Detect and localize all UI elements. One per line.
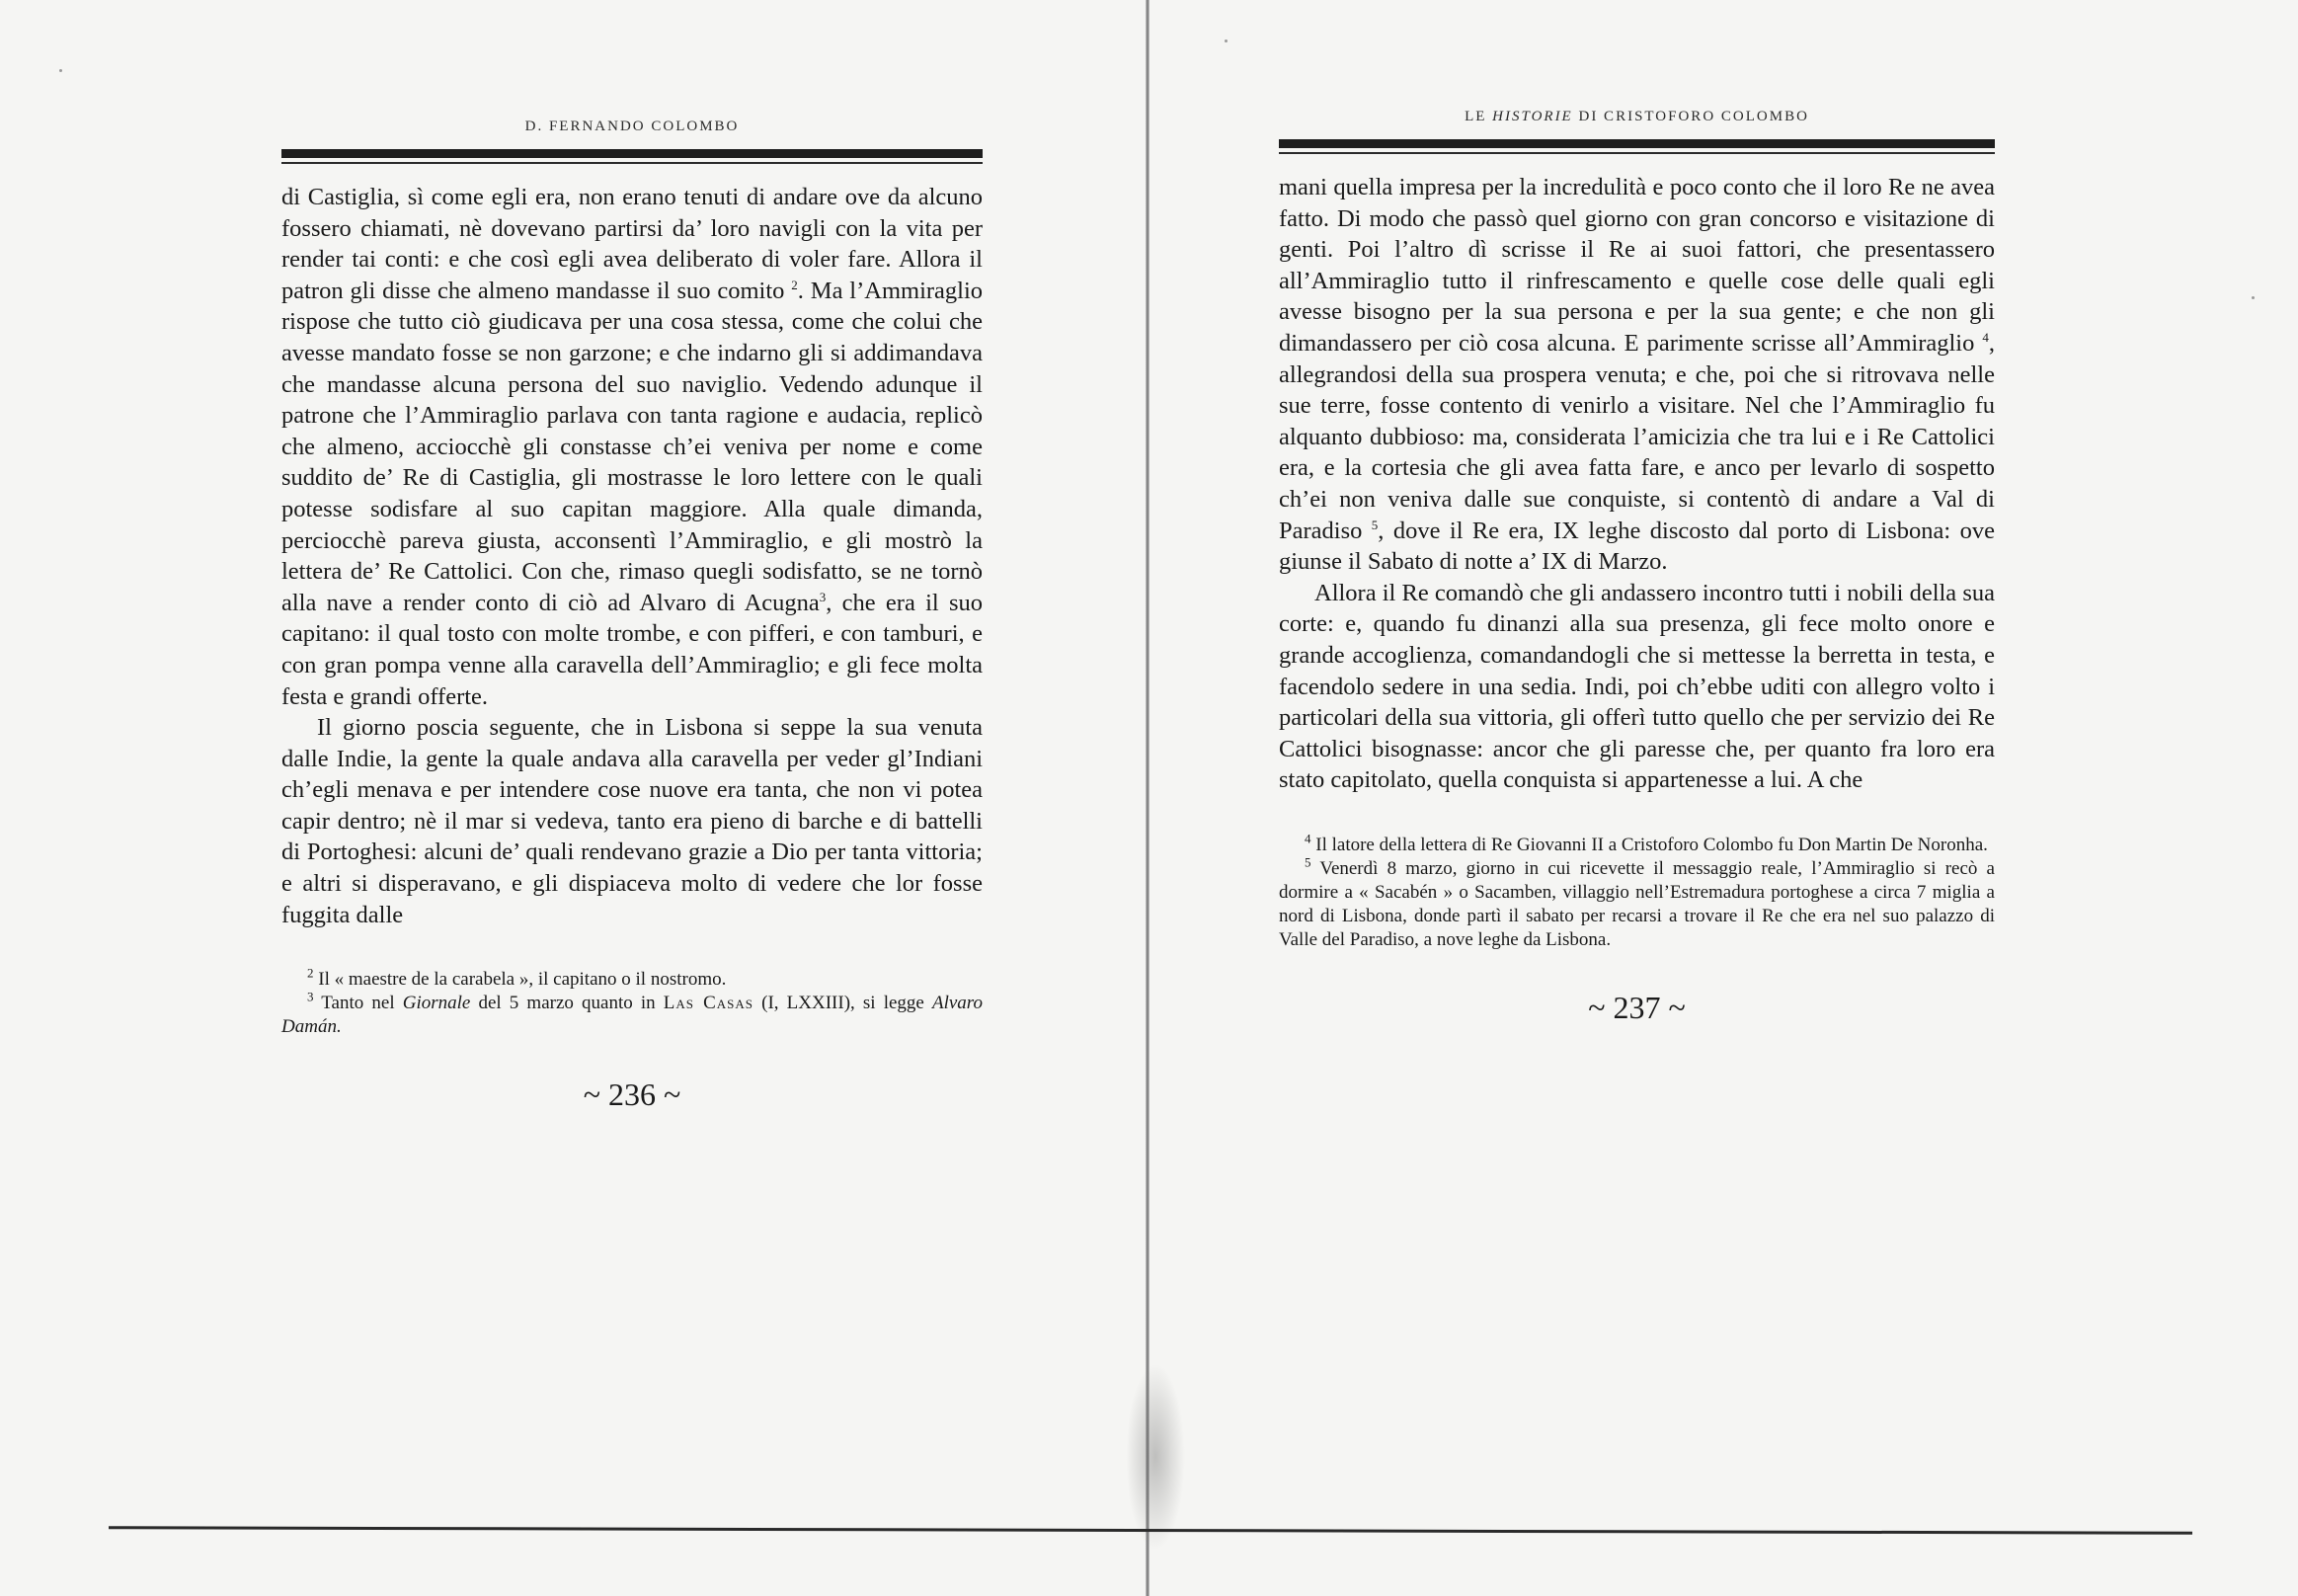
footnote-mark: 5 — [1305, 854, 1311, 870]
left-body-text — [281, 182, 983, 930]
left-page — [281, 119, 983, 1113]
footnote-italic: Giornale — [402, 993, 471, 1014]
footnote-smallcaps: Las Casas — [663, 993, 754, 1014]
gutter-shadow — [1126, 1363, 1185, 1551]
footnote-mark: 3 — [307, 989, 314, 1004]
footnote-ref: 3 — [819, 589, 827, 604]
left-page-number: ~ 236 ~ — [583, 1077, 681, 1113]
running-head-text: DI CRISTOFORO COLOMBO — [1578, 109, 1809, 124]
left-footnotes — [281, 965, 983, 1039]
footnote-ref: 2 — [791, 277, 798, 292]
text-run: Ma l’Ammiraglio rispose che tutto ciò giudicava per una cosa stessa, come che colui che avesse mandato fosse se non garzone; e che indarno gli si addimandava che mandasse alcuna persona del suo naviglio. Vedendo adunque il patrone che l’Ammiraglio parlava con tanta ragione e audacia, replicò che almeno, acciocchè gli constasse ch’ei veniva per nome e come suddito de’ Re di Castiglia, gli mostrasse le loro lettere con le quali potesse sodisfare al suo capitan maggiore. Alla quale dimanda, perciocchè pareva giusta, acconsentì l’Ammiraglio, e gli mostrò la lettera de’ Re Cattolici. Con che, rimaso quegli sodisfatto, se ne tornò alla nave a render conto di ciò ad Alvaro di Acugna — [281, 277, 984, 616]
footnote-mark: 2 — [307, 965, 314, 981]
scan-speck — [59, 69, 62, 72]
footnote-5 — [1279, 854, 1995, 952]
text-run: , che era il suo capitano: il qual tosto con molte trombe, e con pifferi, e con tamburi, e con gran pompa venne alla caravella dell’Ammiraglio; e gli fece molta festa e grandi offerte. — [281, 589, 983, 710]
book-gutter — [1146, 0, 1149, 1596]
footnote-text: Venerdì 8 marzo, giorno in cui ricevette il messaggio reale, l’Ammiraglio si recò a dormire a « Sacabén » o Sacamben, villaggio nell’Estremadura portoghese a circa 7 miglia a nord di Lisbona, donde partì il sabato per recarsi a trovare il Re che era nel suo palazzo di Valle del Paradiso, a nove leghe da Lisbona. — [1279, 857, 1995, 950]
footnote-text: Il latore della lettera di Re Giovanni II a Cristoforo Colombo fu Don Martin De Noronha. — [1315, 834, 1988, 855]
right-page-number: ~ 237 ~ — [1588, 989, 1686, 1025]
text-run: , dove il Re era, IX leghe discosto dal porto di Lisbona: ove giunse il Sabato di notte a’ IX di Marzo. — [1279, 517, 1995, 576]
footnote-4 — [1279, 831, 1995, 857]
footnote-ref: 5 — [1371, 517, 1379, 532]
right-footnotes — [1279, 831, 1995, 952]
text-run: di Castiglia, sì come egli era, non erano tenuti di andare ove da alcuno fossero chiamati, nè dovevano partirsi da’ loro navigli con la vita per render tai conti: e che così egli avea deliberato di voler fare. Allora il patron gli disse che almeno mandasse il suo comito — [281, 184, 983, 304]
footnote-mark: 4 — [1305, 831, 1311, 846]
footnote-ref: 4 — [1982, 329, 1989, 345]
footnote-text: (I, LXXIII), si legge — [761, 993, 924, 1014]
head-rule-thick — [281, 149, 983, 158]
scan-speck — [1225, 40, 1228, 42]
paragraph: Allora il Re comandò che gli andassero incontro tutti i nobili della sua corte: e, quando fu dinanzi alla sua presenza, gli fece molto onore e grande accoglienza, comandandogli che si mettesse la berretta in testa, e facendolo sedere in una sedia. Indi, poi ch’ebbe uditi con allegro volto i particolari della sua vittoria, gli offerì tutto quello che per servizio dei Re Cattolici bisognasse: ancor che gli paresse che, per quanto fra loro era stato capitolato, quella conquista si appartenesse a lui. A che — [1279, 579, 1995, 794]
right-running-head — [1279, 109, 1995, 125]
head-rule-thick — [1279, 139, 1995, 148]
head-rule-thin — [1279, 152, 1995, 154]
left-running-head: D. FERNANDO COLOMBO — [524, 119, 740, 134]
running-head-text: LE — [1465, 109, 1487, 124]
text-run: mani quella impresa per la incredulità e poco conto che il loro Re ne avea fatto. Di modo che passò quel giorno con gran concorso e visitazione di genti. Poi l’altro dì scrisse il Re ai suoi fattori, che presentassero all’Ammiraglio tutto il rinfrescamento e quelle cose delle quali egli avesse bisogno per la sua persona e per la sua gente; e che non gli dimandassero per ciò cosa alcuna. E parimente scrisse all’Ammiraglio — [1279, 174, 1995, 357]
right-page — [1279, 109, 1995, 1026]
head-rule-thin — [281, 162, 983, 164]
footnote-italic: Alvaro Damán. — [281, 993, 983, 1038]
scan-speck — [2252, 296, 2255, 299]
footnote-2 — [281, 965, 983, 992]
paragraph: di Castiglia, sì come egli era, non erano tenuti di andare ove da alcuno fossero chiamati, nè dovevano partirsi da’ loro navigli con la vita per render tai conti: e che così egli avea deliberato di voler fare. Allora il patron gli disse che almeno mandasse il suo comito $^2$. Ma l’Ammiraglio rispose che tutto ciò giudicava per una cosa stessa, come che colui che avesse mandato fosse se non garzone; e che indarno gli si addimandava che mandasse alcuna persona del suo naviglio. Vedendo adunque il patrone che l’Ammiraglio parlava con tanta ragione e audacia, replicò che almeno, acciocchè gli constasse ch’ei veniva per nome e come suddito de’ Re di Castiglia, gli mostrasse le loro lettere con le quali potesse sodisfare al suo capitan maggiore. Alla quale dimanda, perciocchè pareva giusta, acconsentì l’Ammiraglio, e gli mostrò la lettera de’ Re Cattolici. Con che, rimaso quegli sodisfatto, se ne tornò alla nave a render conto di ciò ad Alvaro di Acugna$^3$, che era il suo capitano: il qual tosto con molte trombe, e con pifferi, e con tamburi, e con gran pompa venne alla caravella dell’Ammiraglio; e gli fece molta festa e grandi offerte. — [281, 184, 984, 710]
footnote-text: Il « maestre de la carabela », il capitano o il nostromo. — [318, 969, 727, 991]
footnote-text: Tanto nel — [321, 993, 395, 1014]
footnote-text: del 5 marzo quanto in — [478, 993, 656, 1014]
text-run: , allegrandosi della sua prospera venuta; e che, poi che si ritrovava nelle sue terre, fosse contento di venirlo a visitare. Nel che l’Ammiraglio fu alquanto dubbioso: ma, considerata l’amicizia che tra lui e i Re Cattolici era, e la cortesia che gli avea fatta fare, e anco per levarlo di sospetto ch’ei non veniva dalle sue conquiste, si contentò di andare a Val di Paradiso — [1279, 329, 1995, 544]
running-head-italic: HISTORIE — [1492, 109, 1573, 124]
footnote-3 — [281, 989, 983, 1039]
paragraph — [1279, 172, 1995, 578]
right-body-text — [1279, 172, 1995, 796]
paragraph: Il giorno poscia seguente, che in Lisbona si seppe la sua venuta dalle Indie, la gente la quale andava alla caravella per veder gl’Indiani ch’egli menava e per intendere cose nuove era tanta, che non vi potea capir dentro; nè il mar si vedeva, tanto era pieno di barche e di battelli di Portoghesi: alcuni de’ quali rendevano grazie a Dio per tanta vittoria; e altri si disperavano, e gli dispiaceva molto di vedere che lor fosse fuggita dalle — [281, 714, 983, 928]
